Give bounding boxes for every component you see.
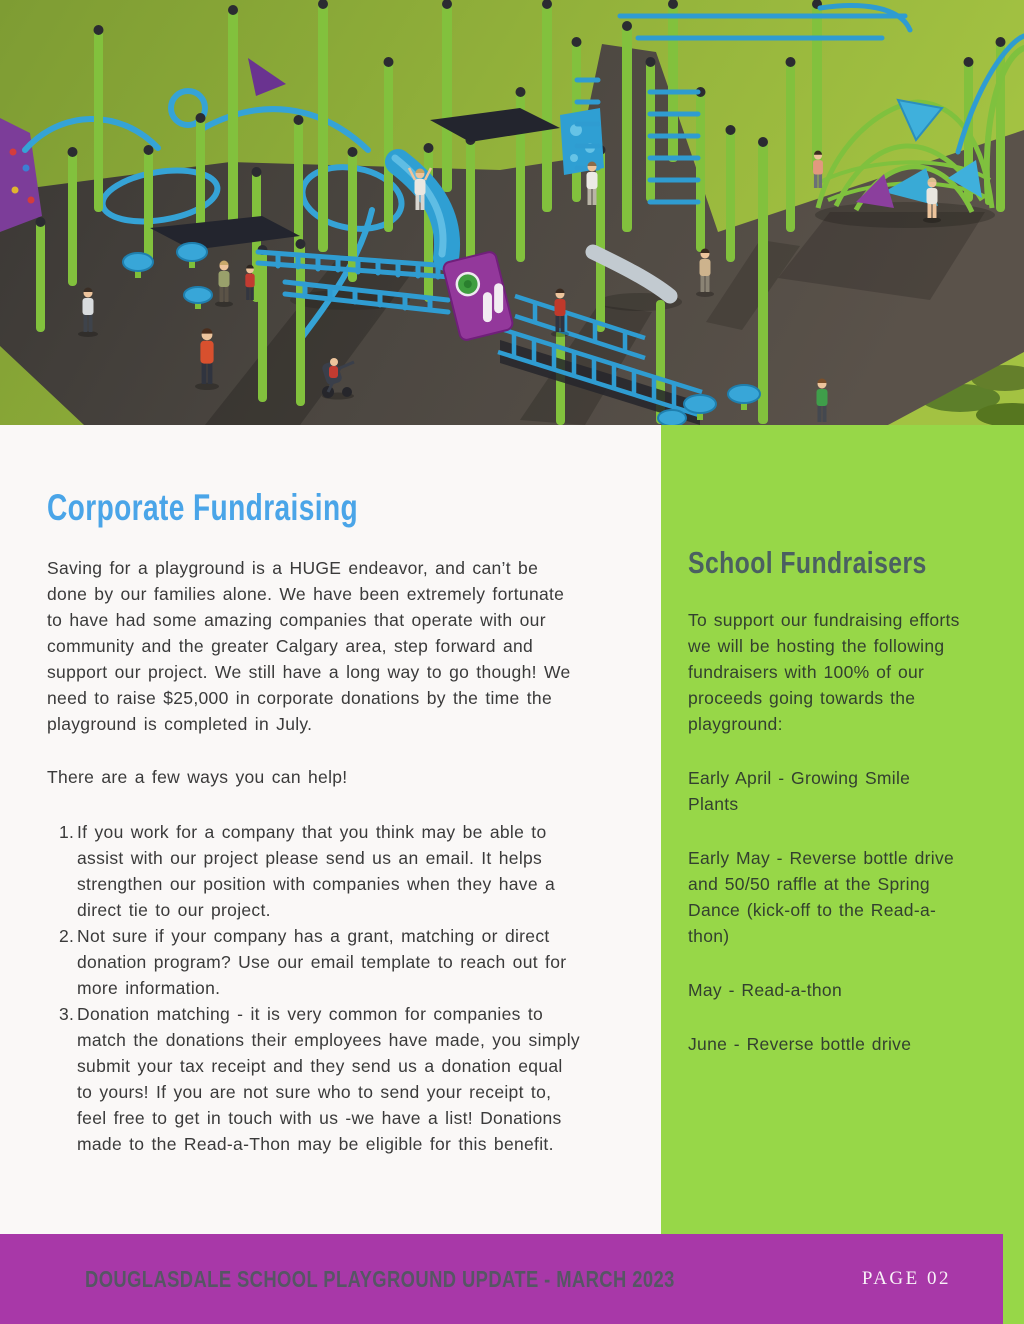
page-number-label: PAGE 02 — [861, 1268, 951, 1289]
playground-render-svg — [0, 0, 1024, 425]
ways-to-help-line: There are a few ways you can help! — [47, 767, 348, 787]
fundraisers-intro: To support our fundraising efforts we will be hosting the following fundraisers with 100% of our proceeds going towards the playground: — [688, 610, 960, 734]
footer-bar — [0, 1234, 1003, 1324]
footer-title: DOUGLASDALE SCHOOL PLAYGROUND UPDATE - MARCH 2023 — [85, 1265, 675, 1292]
school-fundraisers-heading: School Fundraisers — [688, 545, 927, 580]
school-fundraisers-panel — [661, 425, 1024, 1324]
fundraiser-event: Early May - Reverse bottle drive and 50/50 raffle at the Spring Dance (kick-off to the Read-a-thon) — [688, 848, 955, 946]
ways-to-help-list — [47, 819, 581, 1157]
list-item: If you work for a company that you think may be able to assist with our project please send us an email. It helps strengthen our position with companies when they have a direct tie to our project. — [77, 822, 556, 920]
list-item: Donation matching - it is very common for companies to match the donations their employees have made, you simply submit your tax receipt and they send us a donation equal to yours! If you are not sure who to send your receipt to, feel free to get in touch with us -we have a list! Donations made to the Read-a-Thon may be eligible for this benefit. — [77, 1004, 580, 1154]
corporate-fundraising-section — [0, 425, 661, 1234]
corporate-paragraph: Saving for a playground is a HUGE endeavor, and can’t be done by our families alone. We have been extremely fortunate to have had some amazing companies that operate with our community and the greater Calgary area, step forward and support our project. We still have a long way to go though! We need to raise $25,000 in corporate donations by the time the playground is completed in July. — [47, 558, 571, 734]
fundraiser-event: May - Read-a-thon — [688, 980, 842, 1000]
fundraiser-event: Early April - Growing Smile Plants — [688, 768, 911, 814]
playground-render-image — [0, 0, 1024, 425]
fundraiser-event: June - Reverse bottle drive — [688, 1034, 912, 1054]
list-item: Not sure if your company has a grant, matching or direct donation program? Use our email template to reach out for more information. — [77, 926, 567, 998]
corporate-fundraising-heading: Corporate Fundraising — [47, 487, 359, 528]
